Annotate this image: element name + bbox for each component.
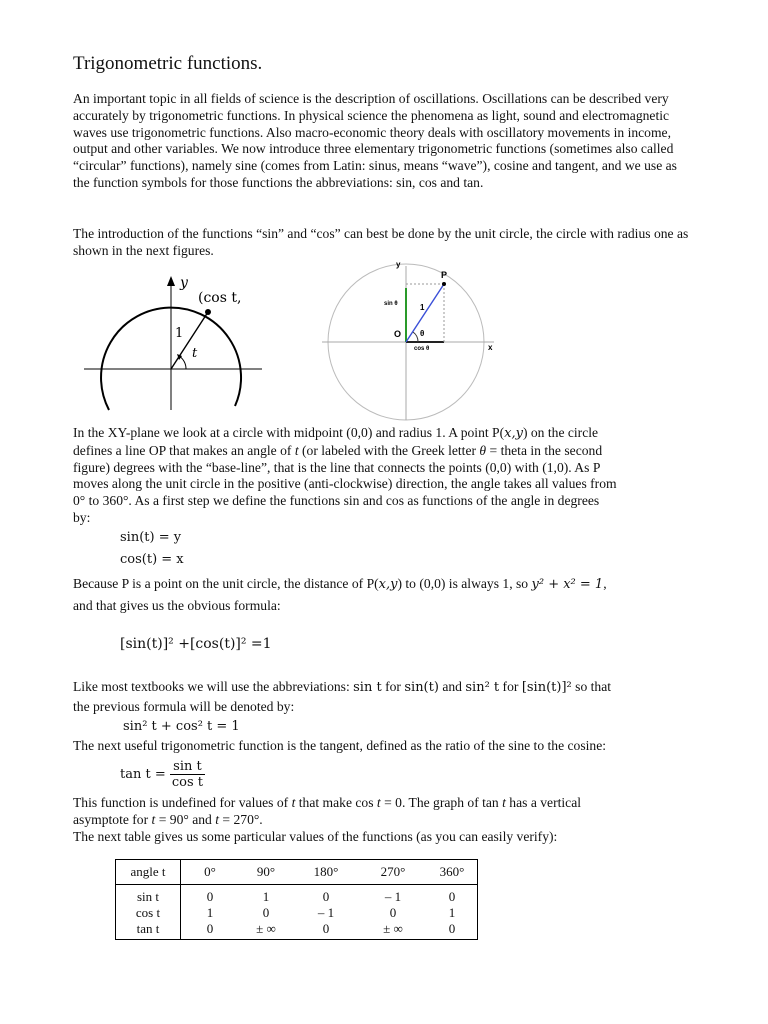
table-row bbox=[116, 885, 478, 906]
table-cell: – 1 bbox=[384, 889, 402, 904]
table-cell: – 1 bbox=[317, 905, 335, 920]
intro-paragraph: An important topic in all fields of science is the description of oscillations. Oscillations can be described very accurately by trigonometric functions. In physical science the phenomena as light, sound and electromagnetic waves use trigonometric functions. Also macro-economic theory deals with oscillatory movements in income, output and other variables. We now introduce three elementary trigonometric functions (sometimes also called “circular” functions), namely sine (comes from Latin: sinus, means “wave”), cosine and tangent, and we use as the function symbols for those functions the abbreviations: sin, cos and tan. bbox=[73, 91, 677, 190]
table-cell: 1 bbox=[448, 905, 456, 920]
identity-bracket-formula: [sin(t)]² +[cos(t)]² =1 bbox=[120, 636, 272, 652]
table-cell: 0 bbox=[389, 905, 397, 920]
page-title: Trigonometric functions. bbox=[73, 53, 263, 74]
table-cell: cos t bbox=[116, 905, 181, 921]
y-axis-arrow-icon bbox=[167, 276, 175, 286]
table-header-cell: angle t bbox=[116, 860, 181, 885]
fig1-point-label: (cos t, bbox=[198, 290, 242, 306]
table-header-row bbox=[116, 860, 478, 885]
unit-circle-intro: The introduction of the functions “sin” and “cos” can best be done by the unit circle, the circle with radius one as shown in the next figures. bbox=[73, 226, 689, 258]
fig2-y-label: y bbox=[396, 260, 401, 269]
abbreviation-paragraph: Like most textbooks we will use the abbreviations: sin t for sin(t) and sin² t for [sin(t)]² so that the previous formula will be denoted by: bbox=[73, 679, 612, 714]
fig1-angle-label: t bbox=[192, 346, 198, 361]
because-paragraph: Because P is a point on the unit circle, the distance of P(x,y) to (0,0) is always 1, so y² + x² = 1, and that gives us the obvious formula: bbox=[73, 576, 607, 613]
table-cell: 0 bbox=[206, 889, 214, 904]
table-header-cell: 180° bbox=[293, 860, 359, 885]
table-header-cell: 270° bbox=[359, 860, 427, 885]
theta-arc bbox=[413, 332, 418, 342]
table-cell: 0 bbox=[206, 921, 214, 936]
table-header-cell: 0° bbox=[181, 860, 240, 885]
fig1-radius-label: 1 bbox=[175, 326, 184, 341]
xy-plane-paragraph: In the XY-plane we look at a circle with midpoint (0,0) and radius 1. A point P(x,y) on the circle defines a line OP that makes an angle of t (or labeled with the Greek letter θ = theta in the second figure) degrees with the “base-line”, that is the line that connects the points (0,0) with (1,0). As P moves along the unit circle in the positive (anti-clockwise) direction, the angle takes all values from 0° to 360°. As a first step we define the functions sin and cos as functions of the angle in degrees by: bbox=[73, 425, 617, 525]
fig2-x-label: x bbox=[488, 343, 493, 352]
tangent-intro: The next useful trigonometric function is the tangent, defined as the ratio of the sine to the cosine: bbox=[73, 738, 607, 753]
point-p-2 bbox=[442, 282, 446, 286]
table-row bbox=[116, 921, 478, 940]
table-cell: 0 bbox=[448, 921, 456, 936]
table-cell: ± ∞ bbox=[383, 921, 403, 936]
table-cell: tan t bbox=[116, 921, 181, 940]
table-header-cell: 90° bbox=[239, 860, 293, 885]
table-cell: 1 bbox=[206, 905, 214, 920]
table-row bbox=[116, 905, 478, 921]
table-cell: ± ∞ bbox=[256, 921, 276, 936]
fig2-p-label: P bbox=[441, 270, 448, 280]
unit-circle-figure-1 bbox=[84, 270, 264, 420]
trig-values-table bbox=[115, 859, 478, 940]
radius-line-2 bbox=[406, 284, 444, 342]
table-cell: 0 bbox=[322, 921, 330, 936]
table-cell: 1 bbox=[262, 889, 270, 904]
table-cell: 0 bbox=[322, 889, 330, 904]
point-p bbox=[205, 309, 211, 315]
fig2-sin-label: sin θ bbox=[384, 301, 398, 307]
undefined-paragraph: This function is undefined for values of t that make cos t = 0. The graph of tan t has a vertical asymptote for t = 90° and t = 270°. The next table gives us some particular values of the functions (as you can easily verify): bbox=[73, 795, 582, 844]
cos-definition: cos(t) = x bbox=[120, 552, 184, 567]
fig2-o-label: O bbox=[394, 329, 402, 339]
identity-short-formula: sin² t + cos² t = 1 bbox=[123, 719, 240, 734]
fig2-one-label: 1 bbox=[420, 303, 425, 312]
table-header-cell: 360° bbox=[427, 860, 478, 885]
sin-definition: sin(t) = y bbox=[120, 530, 182, 545]
table-cell: sin t bbox=[116, 885, 181, 906]
fig2-cos-label: cos θ bbox=[414, 346, 430, 352]
fig1-y-label: y bbox=[180, 275, 188, 291]
table-cell: 0 bbox=[448, 889, 456, 904]
tan-definition: tan t = $\frac{\text{sin t}}{\text{cos t}}$ bbox=[120, 759, 204, 790]
table-cell: 0 bbox=[262, 905, 270, 920]
unit-circle-figure-2 bbox=[322, 256, 502, 422]
fig2-theta-label: θ bbox=[420, 329, 425, 338]
